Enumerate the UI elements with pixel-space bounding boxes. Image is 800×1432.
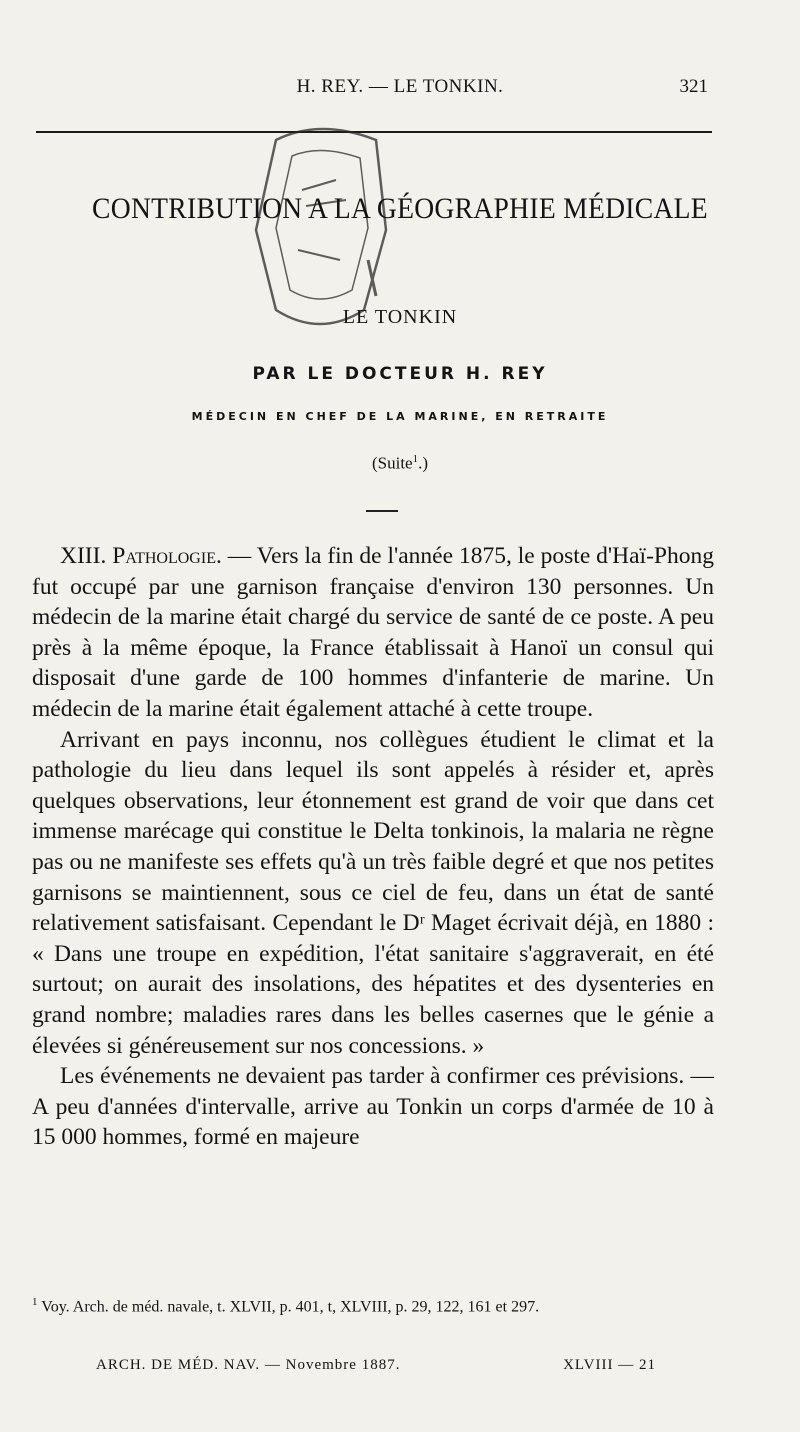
article-body: [32, 541, 714, 1153]
footer-signature: XLVIII — 21: [563, 1357, 656, 1373]
page-number: 321: [679, 76, 708, 97]
footer-journal: ARCH. DE MÉD. NAV. — Novembre 1887.: [96, 1357, 401, 1373]
suite-label-end: .): [418, 453, 429, 473]
suite-label: (Suite: [371, 453, 413, 473]
paragraph-1-text: — Vers la fin de l'année 1875, le poste d'Haï-Phong fut occupé par une garnison française d'environ 130 personnes. Un médecin de la marine était chargé du service de santé de ce poste. A peu près à la même époque, la France établissait à Hanoï un consul qui disposait d'une garde de 100 hommes d'infanterie de marine. Un médecin de la marine était également attaché à cette troupe.: [32, 543, 714, 722]
section-label: Pathologie.: [112, 543, 222, 569]
author-rank: MÉDECIN EN CHEF DE LA MARINE, EN RETRAITE: [191, 410, 609, 423]
running-title: H. REY. — LE TONKIN.: [296, 76, 504, 97]
paragraph-1: [32, 541, 714, 725]
suite-footnote-mark: 1: [412, 453, 419, 465]
article-title: CONTRIBUTION A LA GÉOGRAPHIE MÉDICALE: [92, 192, 708, 225]
section-divider: [366, 510, 398, 512]
continuation-note: [0, 453, 800, 474]
section-number: XIII.: [60, 543, 113, 569]
footnote-text: Voy. Arch. de méd. navale, t. XLVII, p. 401, t, XLVIII, p. 29, 122, 161 et 297.: [37, 1298, 540, 1316]
paragraph-3: Les événements ne devaient pas tarder à confirmer ces prévisions. — A peu d'années d'intervalle, arrive au Tonkin un corps d'armée de 10 à 15 000 hommes, formé en majeure: [32, 1063, 714, 1151]
footnote-mark: 1: [32, 1296, 38, 1308]
paragraph-2: Arrivant en pays inconnu, nos collègues étudient le climat et la pathologie du lieu dans lequel ils sont appelés à résider et, après quelques observations, leur étonnement est grand de voir que dans cet immense marécage qui constitue le Delta tonkinois, la malaria ne règne pas ou ne manifeste ses effets qu'à un très faible degré et que nos petites garnisons se maintiennent, sous ce ciel de feu, dans un état de santé relativement satisfaisant. Cependant le Dʳ Maget écrivait déjà, en 1880 : « Dans une troupe en expédition, l'état sanitaire s'aggraverait, en été surtout; on aurait des insolations, des hépatites et des dysenteries en grand nombre; maladies rares dans les belles casernes que le génie a élevées si généreusement sur nos concessions. »: [32, 726, 714, 1059]
footnote: [32, 1291, 714, 1318]
article-subtitle: LE TONKIN: [342, 306, 458, 328]
article-author: PAR LE DOCTEUR H. REY: [252, 364, 548, 384]
running-head: [0, 74, 800, 104]
